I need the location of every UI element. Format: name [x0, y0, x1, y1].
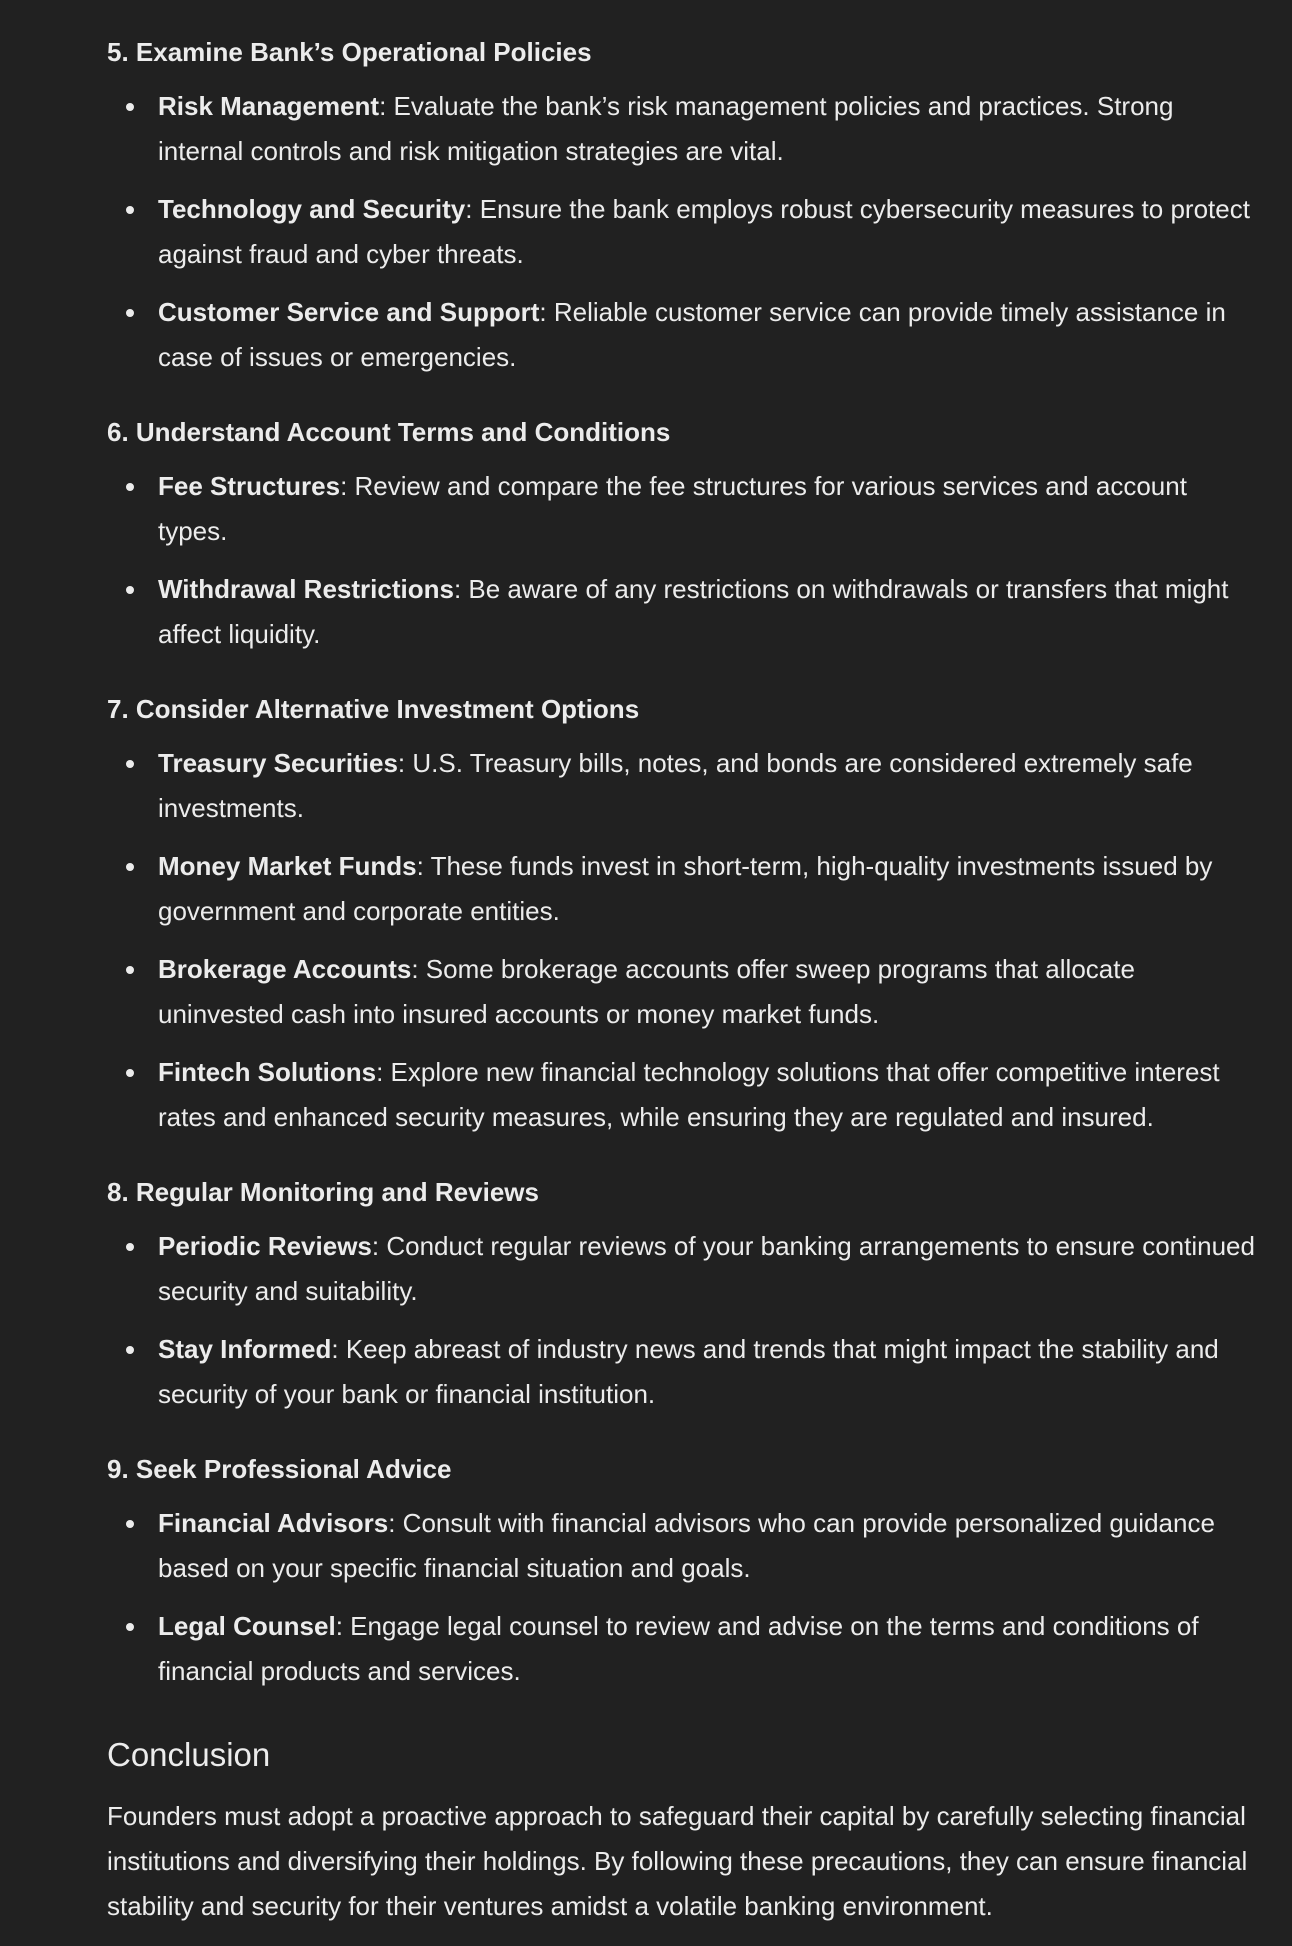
conclusion-heading: Conclusion: [107, 1736, 271, 1773]
list-item: [107, 741, 1257, 831]
list-item-term: Brokerage Accounts: [158, 954, 412, 984]
bullet-list: [107, 741, 1257, 1140]
bullet-icon: [126, 1346, 134, 1354]
bullet-list: [107, 84, 1257, 380]
response-content: [107, 30, 1257, 1929]
list-item-text: : Keep abreast of industry news and trends that might impact the stability and security of your bank or financial institution.: [158, 1334, 1219, 1409]
bullet-icon: [126, 1623, 134, 1631]
list-item: [107, 187, 1257, 277]
list-item-text: : Engage legal counsel to review and advise on the terms and conditions of financial products and services.: [158, 1611, 1199, 1686]
list-item-text: : Conduct regular reviews of your banking arrangements to ensure continued security and suitability.: [158, 1231, 1255, 1306]
list-item-text: : These funds invest in short-term, high-quality investments issued by government and corporate entities.: [158, 851, 1213, 926]
bullet-icon: [126, 309, 134, 317]
bullet-icon: [126, 103, 134, 111]
section-6: [107, 410, 1257, 657]
bullet-icon: [126, 586, 134, 594]
list-item: [107, 567, 1257, 657]
list-item-text: : Explore new financial technology solutions that offer competitive interest rates and enhanced security measures, while ensuring they are regulated and insured.: [158, 1057, 1220, 1132]
section-8: [107, 1170, 1257, 1417]
list-item-term: Periodic Reviews: [158, 1231, 372, 1261]
list-item: [107, 947, 1257, 1037]
list-item-term: Fintech Solutions: [158, 1057, 377, 1087]
list-item-text: : Consult with financial advisors who can provide personalized guidance based on your specific financial situation and goals.: [158, 1508, 1215, 1583]
bullet-icon: [126, 483, 134, 491]
bullet-list: [107, 464, 1257, 657]
list-item: [107, 1224, 1257, 1314]
bullet-list: [107, 1224, 1257, 1417]
list-item: [107, 844, 1257, 934]
list-item-text: : Reliable customer service can provide timely assistance in case of issues or emergencies.: [158, 297, 1226, 372]
list-item: [107, 1501, 1257, 1591]
bullet-icon: [126, 863, 134, 871]
bullet-icon: [126, 1520, 134, 1528]
list-item-term: Financial Advisors: [158, 1508, 389, 1538]
list-item-text: : Review and compare the fee structures for various services and account types.: [158, 471, 1187, 546]
section-heading: 7. Consider Alternative Investment Options: [107, 694, 640, 724]
bullet-icon: [126, 1069, 134, 1077]
section-heading: 8. Regular Monitoring and Reviews: [107, 1177, 539, 1207]
list-item: [107, 1050, 1257, 1140]
list-item-term: Withdrawal Restrictions: [158, 574, 454, 604]
section-heading: 9. Seek Professional Advice: [107, 1454, 452, 1484]
list-item-text: : U.S. Treasury bills, notes, and bonds are considered extremely safe investments.: [158, 748, 1193, 823]
list-item: [107, 1604, 1257, 1694]
list-item-term: Stay Informed: [158, 1334, 332, 1364]
list-item-text: : Some brokerage accounts offer sweep programs that allocate uninvested cash into insured accounts or money market funds.: [158, 954, 1135, 1029]
list-item: [107, 1327, 1257, 1417]
list-item-term: Legal Counsel: [158, 1611, 336, 1641]
list-item-text: : Be aware of any restrictions on withdrawals or transfers that might affect liquidity.: [158, 574, 1229, 649]
list-item-text: : Evaluate the bank’s risk management policies and practices. Strong internal controls and risk mitigation strategies are vital.: [158, 91, 1174, 166]
list-item-term: Treasury Securities: [158, 748, 398, 778]
list-item-text: : Ensure the bank employs robust cybersecurity measures to protect against fraud and cyber threats.: [158, 194, 1250, 269]
section-heading: 5. Examine Bank’s Operational Policies: [107, 37, 592, 67]
list-item: [107, 84, 1257, 174]
list-item-term: Customer Service and Support: [158, 297, 540, 327]
bullet-icon: [126, 206, 134, 214]
list-item-term: Technology and Security: [158, 194, 466, 224]
section-7: [107, 687, 1257, 1140]
bullet-list: [107, 1501, 1257, 1694]
list-item: [107, 290, 1257, 380]
list-item-term: Risk Management: [158, 91, 380, 121]
list-item: [107, 464, 1257, 554]
section-5: [107, 30, 1257, 380]
list-item-term: Money Market Funds: [158, 851, 417, 881]
bullet-icon: [126, 1243, 134, 1251]
section-heading: 6. Understand Account Terms and Conditions: [107, 417, 671, 447]
section-9: [107, 1447, 1257, 1694]
conclusion-paragraph: Founders must adopt a proactive approach to safeguard their capital by carefully selecting financial institutions and diversifying their holdings. By following these precautions, they can ensure financial stability and security for their ventures amidst a volatile banking environment.: [107, 1801, 1248, 1921]
list-item-term: Fee Structures: [158, 471, 341, 501]
bullet-icon: [126, 966, 134, 974]
bullet-icon: [126, 760, 134, 768]
